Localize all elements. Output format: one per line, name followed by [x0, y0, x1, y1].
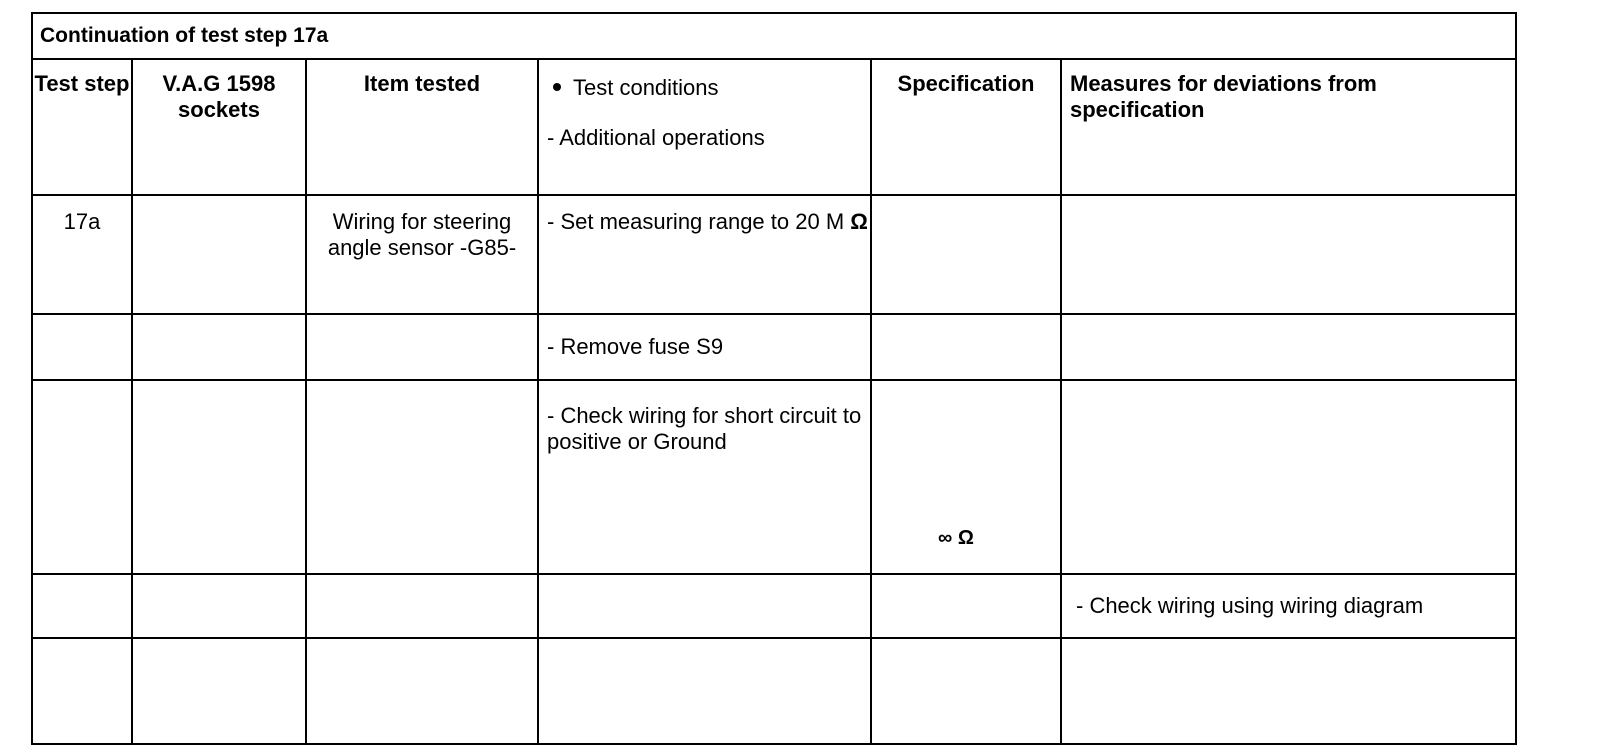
cell-conditions [538, 195, 871, 314]
cell-specification [871, 638, 1061, 744]
header-conditions [538, 59, 871, 195]
header-specification: Specification [871, 59, 1061, 195]
cell-specification [871, 314, 1061, 380]
cell-conditions-text: - Set measuring range to 20 M [547, 209, 845, 234]
header-row [32, 59, 1516, 195]
header-conditions-additional: - Additional operations [547, 125, 765, 150]
cell-specification [871, 195, 1061, 314]
header-sockets: V.A.G 1598 sockets [132, 59, 306, 195]
cell-measures [1061, 638, 1516, 744]
bullet-icon [553, 83, 561, 91]
cell-specification [871, 380, 1061, 574]
table-row [32, 195, 1516, 314]
cell-sockets [132, 380, 306, 574]
ohm-symbol: Ω [850, 209, 868, 234]
cell-item-tested: Wiring for steering angle sensor -G85- [306, 195, 538, 314]
cell-sockets [132, 195, 306, 314]
cell-test-step [32, 380, 132, 574]
cell-measures [1061, 380, 1516, 574]
header-test-step: Test step [32, 59, 132, 195]
header-measures: Measures for deviations from specification [1061, 59, 1516, 195]
cell-test-step [32, 314, 132, 380]
test-step-table [31, 12, 1517, 745]
table-title: Continuation of test step 17a [32, 13, 1516, 59]
table-row [32, 574, 1516, 638]
cell-conditions [538, 638, 871, 744]
table-row [32, 314, 1516, 380]
cell-measures: - Check wiring using wiring diagram [1061, 574, 1516, 638]
table-row [32, 380, 1516, 574]
cell-specification [871, 574, 1061, 638]
cell-item-tested [306, 380, 538, 574]
cell-test-step: 17a [32, 195, 132, 314]
cell-sockets [132, 314, 306, 380]
cell-measures [1061, 195, 1516, 314]
cell-item-tested [306, 574, 538, 638]
header-item-tested: Item tested [306, 59, 538, 195]
cell-test-step [32, 574, 132, 638]
cell-sockets [132, 574, 306, 638]
cell-conditions [538, 574, 871, 638]
cell-measures [1061, 314, 1516, 380]
cell-item-tested [306, 638, 538, 744]
header-conditions-bullet: Test conditions [573, 75, 719, 100]
cell-item-tested [306, 314, 538, 380]
cell-test-step [32, 638, 132, 744]
cell-sockets [132, 638, 306, 744]
cell-conditions: - Check wiring for short circuit to positive or Ground [538, 380, 871, 574]
table-title-row [32, 13, 1516, 59]
table-row [32, 638, 1516, 744]
cell-conditions: - Remove fuse S9 [538, 314, 871, 380]
infinity-ohm-value: ∞ Ω [938, 527, 974, 549]
conditions-bullet-line [539, 75, 870, 101]
